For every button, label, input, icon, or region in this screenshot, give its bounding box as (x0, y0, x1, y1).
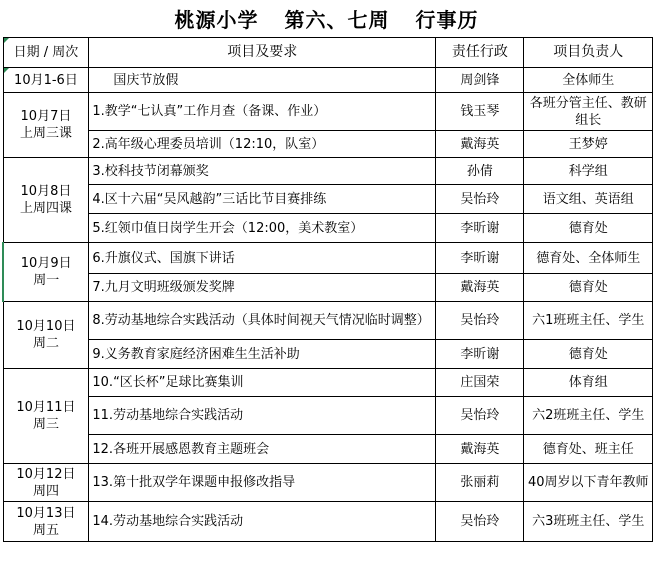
owner-cell: 科学组 (524, 158, 653, 185)
week-label: 周一 (33, 273, 60, 288)
item-cell: 5.红领巾值日岗学生开会（12:00，美术教室） (89, 214, 436, 243)
table-row (3, 502, 653, 542)
item-cell: 11.劳动基地综合实践活动 (89, 397, 436, 435)
date-label: 10月9日 (20, 256, 72, 271)
school-name: 桃源小学 (174, 7, 259, 32)
admin-cell: 张丽莉 (436, 464, 524, 502)
calendar-name: 行事历 (415, 7, 479, 32)
admin-cell: 戴海英 (436, 435, 524, 464)
date-cell (3, 93, 89, 158)
item-cell: 14.劳动基地综合实践活动 (89, 502, 436, 542)
date-label: 10月13日 (16, 505, 76, 521)
header-row (3, 38, 653, 68)
table-row (3, 369, 653, 397)
table-row (3, 131, 653, 158)
date-label: 10月8日 (20, 184, 72, 199)
date-cell (3, 369, 89, 464)
table-row (3, 464, 653, 502)
item-cell: 7.九月文明班级颁发奖牌 (89, 274, 436, 302)
owner-cell: 王梦婷 (524, 131, 653, 158)
table-row (3, 243, 653, 274)
item-cell: 国庆节放假 (89, 68, 436, 93)
item-cell: 13.第十批双学年课题申报修改指导 (89, 464, 436, 502)
header-owner: 项目负责人 (524, 38, 653, 68)
admin-cell: 戴海英 (436, 274, 524, 302)
admin-cell: 李昕谢 (436, 340, 524, 369)
week-label: 周四 (32, 483, 59, 499)
owner-cell: 德育处、班主任 (524, 435, 653, 464)
owner-cell: 六3班班主任、学生 (524, 502, 653, 542)
table-row (3, 93, 653, 131)
date-label: 10月7日 (20, 109, 72, 124)
owner-cell: 德育处 (524, 340, 653, 369)
table-row (3, 302, 653, 340)
admin-cell: 吴怡玲 (436, 185, 524, 214)
date-label: 10月11日 (16, 400, 76, 415)
week-label: 周五 (32, 522, 59, 538)
item-cell: 2.高年级心理委员培训（12:10，队室） (89, 131, 436, 158)
date-cell (3, 243, 89, 302)
admin-cell: 钱玉琴 (436, 93, 524, 131)
week-period: 第六、七周 (284, 7, 390, 32)
table-row (3, 340, 653, 369)
owner-cell: 40周岁以下青年教师 (524, 464, 653, 502)
admin-cell: 孙倩 (436, 158, 524, 185)
item-cell: 3.校科技节闭幕颁奖 (89, 158, 436, 185)
date-cell (3, 302, 89, 369)
table-row (3, 158, 653, 185)
admin-cell: 吴怡玲 (436, 302, 524, 340)
owner-cell: 六1班班主任、学生 (524, 302, 653, 340)
table-row (3, 274, 653, 302)
owner-cell: 全体师生 (524, 68, 653, 93)
header-admin: 责任行政 (436, 38, 524, 68)
admin-cell: 李昕谢 (436, 243, 524, 274)
header-date: 日期 / 周次 (3, 38, 89, 68)
week-label: 上周四课 (19, 201, 72, 216)
admin-cell: 吴怡玲 (436, 502, 524, 542)
schedule-table (2, 37, 653, 542)
date-label: 10月12日 (16, 466, 76, 482)
item-cell: 8.劳动基地综合实践活动（具体时间视天气情况临时调整） (89, 302, 436, 340)
week-label: 周二 (32, 336, 59, 351)
item-cell: 6.升旗仪式、国旗下讲话 (89, 243, 436, 274)
table-row (3, 68, 653, 93)
item-cell: 9.义务教育家庭经济困难生生活补助 (89, 340, 436, 369)
admin-cell: 周剑锋 (436, 68, 524, 93)
owner-cell: 德育处 (524, 274, 653, 302)
owner-cell: 各班分管主任、教研组长 (524, 93, 653, 131)
item-cell: 12.各班开展感恩教育主题班会 (89, 435, 436, 464)
table-row (3, 397, 653, 435)
admin-cell: 戴海英 (436, 131, 524, 158)
week-label: 上周三课 (19, 126, 72, 141)
item-cell: 4.区十六届“吴风越韵”三话比节目赛排练 (89, 185, 436, 214)
owner-cell: 语文组、英语组 (524, 185, 653, 214)
admin-cell: 吴怡玲 (436, 397, 524, 435)
owner-cell: 德育处 (524, 214, 653, 243)
item-cell: 10.“区长杯”足球比赛集训 (89, 369, 436, 397)
date-label: 10月10日 (16, 319, 76, 334)
owner-cell: 体育组 (524, 369, 653, 397)
owner-cell: 六2班班主任、学生 (524, 397, 653, 435)
date-cell (3, 68, 89, 93)
date-cell (3, 502, 89, 542)
week-label: 周三 (32, 417, 59, 432)
admin-cell: 李昕谢 (436, 214, 524, 243)
owner-cell: 德育处、全体师生 (524, 243, 653, 274)
table-row (3, 214, 653, 243)
table-row (3, 185, 653, 214)
date-cell (3, 158, 89, 243)
date-cell (3, 464, 89, 502)
header-item: 项目及要求 (89, 38, 436, 68)
table-row (3, 435, 653, 464)
date-label: 10月1-6日 (14, 72, 78, 88)
page-title (0, 0, 653, 36)
item-cell: 1.教学“七认真”工作月查（备课、作业） (89, 93, 436, 131)
admin-cell: 庄国荣 (436, 369, 524, 397)
